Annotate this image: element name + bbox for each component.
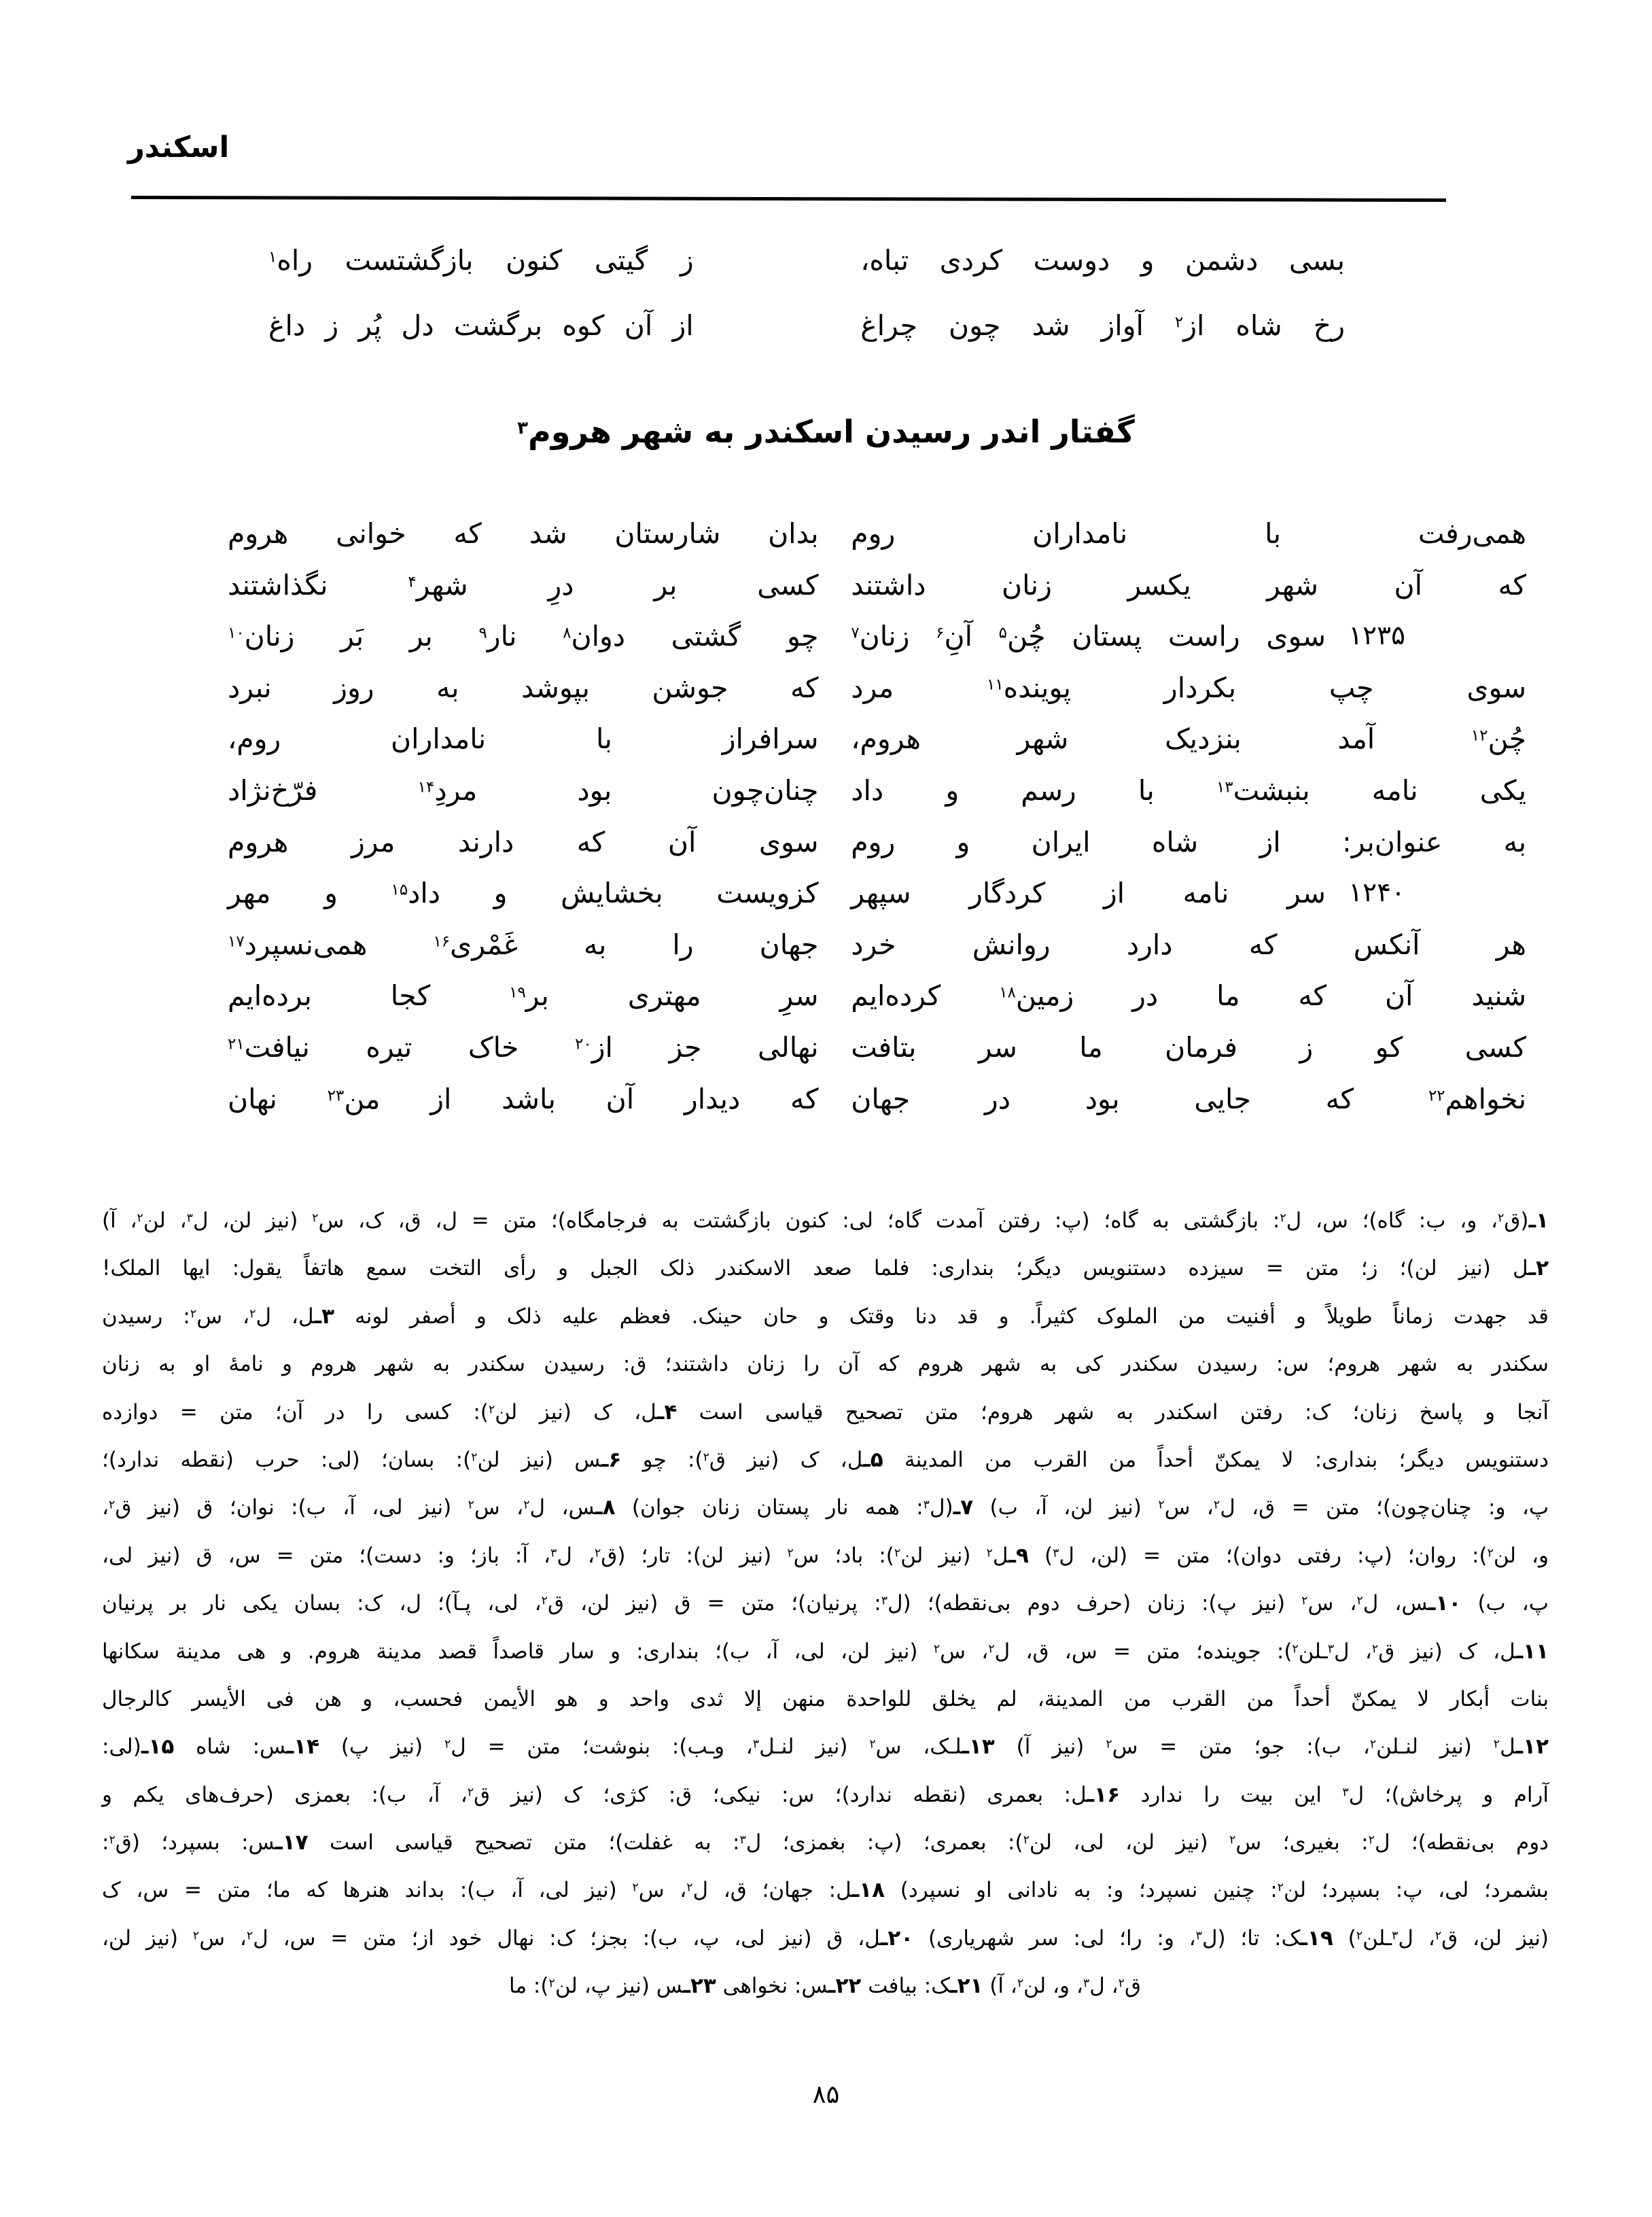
footnote-line: پ، و: چنان‌چون)؛ متن = ق، ل$^۲$، س$^۲$ (نیز لن، آ، ب) ۷ـ(ل$^۳$: همه نار پستان زنان جوان) ۸ـس، ل$^۲$، س$^۲$ (نیز لی، آ، ب): نوان؛ ق (نیز ق$^۲$، [102, 1495, 1549, 1520]
footnote-line: ق$^۲$، ل$^۳$، و، لن$^۲$، آ) ۲۱ـک: بیافت ۲۲ـس: نخواهی ۲۳ـس (نیز پ، لن$^۲$): ما [509, 1974, 1141, 1999]
verse-row [228, 568, 1526, 620]
footnote-line: آنجا و پاسخ زنان؛ ک: رفتن اسکندر به شهر هروم؛ متن تصحیح قیاسی است ۴ـل، ک (نیز لن$^۲$): کسی را در آن؛ متن = دوازده [102, 1399, 1549, 1425]
hemistich-right: هر آنکس که دارد روانش خرد [851, 928, 1526, 961]
hemistich-right: یکی نامه بنبشت$^{۱۳}$ با رسم و داد [851, 773, 1526, 807]
hemistich-left: بدان شارستان شد که خوانی هروم [228, 517, 819, 550]
critical-apparatus [102, 1205, 1549, 2019]
verse-row [228, 671, 1526, 722]
footnote-line: ۱۲ـل$^۲$ (نیز لنـلن$^۲$، ب): جو؛ متن = س$^۲$ (نیز آ) ۱۳ـلـک، س$^۲$ (نیز لنـل$^۳$، وـب): بنوشت؛ متن = ل$^۲$ (نیز پ) ۱۴ـس: شاه ۱۵ـ(لی: [102, 1734, 1549, 1760]
header-rule [131, 196, 1446, 202]
hemistich-right: کسی کو ز فرمان ما سر بتافت [851, 1030, 1526, 1064]
footnote-line: آرام و پرخاش)؛ ل$^۳$ این بیت را ندارد ۱۶ـل: بعمری (نقطه ندارد)؛ س: نیکی؛ ق: کژی؛ ک (نیز ق$^۲$، آ، ب): بعمزی (حرف‌های یکم و [102, 1782, 1549, 1807]
page-number: ۸۵ [812, 2080, 840, 2109]
hemistich-left: سرِ مهتری بر$^{۱۹}$ کجا برده‌ایم [228, 979, 819, 1013]
hemistich-right: شنید آن که ما در زمین$^{۱۸}$ کرده‌ایم [851, 979, 1526, 1013]
verse-block [228, 517, 1526, 1133]
verse-row [228, 619, 1526, 671]
footnote-line: دستنویس دیگر؛ بنداری: لا یمکنّ أحداً من القرب من المدینة ۵ـل، ک (نیز ق$^۲$): چو ۶ـس (نیز لن$^۲$): بسان؛ (لی: حرب (نقطه ندارد)؛ [102, 1447, 1549, 1472]
hemistich-right: به عنوان‌بر: از شاه ایران و روم [851, 825, 1526, 858]
verse-number: ۱۲۳۵ [1348, 621, 1405, 652]
hemistich-right: همی‌رفت با نامداران روم [851, 517, 1526, 550]
verse-row [228, 928, 1526, 979]
verse-row [228, 722, 1526, 773]
couplet-row [268, 309, 1345, 374]
hemistich-right: رخ شاه از$^۲$ آواز شد چون چراغ [860, 309, 1345, 342]
footnote-line: (نیز لن، ق$^۲$، ل$^۳$ـلن$^۲$) ۱۹ـک: تا؛ (ل$^۳$، و: را؛ لی: سر شهریاری) ۲۰ـل، ق (نیز لی، پ، ب): بجز؛ ک: نهال خود از؛ متن = س، ل$^۲$، س$^۲$ (نیز لن، [102, 1925, 1549, 1951]
intro-couplets [268, 243, 1345, 374]
footnote-line: سکندر به شهر هروم؛ س: رسیدن سکندر کی به شهر هروم که آن را زنان داشتند؛ ق: رسیدن سکندر به شهر هروم و نامهٔ او به زنان [102, 1352, 1549, 1377]
footnote-line: بنات أبکار لا یمکنّ أحداً من القرب من المدینة، لم یخلق للواحدة منهن إلا ثدی واحد و هو الأیمن فحسب، و هن فی الأیسر کالرجال [102, 1686, 1549, 1711]
hemistich-left: کزویست بخشایش و داد$^{۱۵}$ و مهر [228, 877, 819, 910]
footnote-line: دوم بی‌نقطه)؛ ل$^۲$: بغیری؛ س$^۲$ (نیز لن، لی، لن$^۲$): بعمری؛ (پ: بغمزی؛ ل$^۳$: به غفلت)؛ متن تصحیح قیاسی است ۱۷ـس: بسپرد؛ (ق$^۲$: [102, 1830, 1549, 1855]
footnote-line: ۱ـ(ق$^۲$، و، ب: گاه)؛ س، ل$^۲$: بازگشتی به گاه؛ (پ: رفتن آمدت گاه؛ لی: کنون بازگشتت به فرجامگاه)؛ متن = ل، ق، ک، س$^۲$ (نیز لن، ل$^۳$، لن$^۲$، آ) [102, 1208, 1549, 1233]
footnote-line: ۱۱ـل، ک (نیز ق$^۲$، ل$^۳$ـلن$^۲$): جوینده؛ متن = س، ق، ل$^۲$، س$^۲$ (نیز لن، لی، آ، ب)؛ بنداری: و سار قاصداً قصد مدینة هروم. و هی مدینة سکانها [102, 1639, 1549, 1664]
hemistich-right: بسی دشمن و دوست کردی تباه، [860, 244, 1345, 277]
hemistich-left: که جوشن بپوشد به روز نبرد [228, 671, 819, 704]
hemistich-right: که آن شهر یکسر زنان داشتند [851, 568, 1526, 601]
running-head-title: اسکندر [128, 130, 230, 164]
hemistich-right: سوی راست پستان چُن$^۵$ آنِ$^۶$ زنان$^۷$ [851, 620, 1326, 653]
hemistich-left: نهالی جز از$^{۲۰}$ خاک تیره نیافت$^{۲۱}$ [228, 1030, 819, 1064]
hemistich-right: چُن$^{۱۲}$ آمد بنزدیک شهر هروم، [851, 722, 1526, 756]
hemistich-left: سوی آن که دارند مرز هروم [228, 825, 819, 858]
hemistich-left: که دیدار آن باشد از من$^{۲۳}$ نهان [228, 1082, 819, 1115]
hemistich-left: جهان را به غَمْری$^{۱۶}$ همی‌نسپرد$^{۱۷}$ [228, 928, 819, 961]
verse-row [228, 825, 1526, 877]
hemistich-left: چو گشتی دوان$^۸$ نار$^۹$ بر بَر زنان$^{۱۰}$ [228, 620, 819, 653]
footnote-line: ۲ـل (نیز لن)؛ ز؛ متن = سیزده دستنویس دیگر؛ بنداری: فلما صعد الاسکندر ذلک الجبل و رأی التخت سمع هاتفاً یقول: ایها الملک! [102, 1256, 1549, 1281]
couplet-row [268, 243, 1345, 309]
verse-row [228, 1030, 1526, 1082]
hemistich-left: کسی بر درِ شهر$^۴$ نگذاشتند [228, 568, 819, 601]
verse-number: ۱۲۴۰ [1348, 877, 1405, 909]
verse-row [228, 517, 1526, 568]
section-heading: گفتار اندر رسیدن اسکندر به شهر هروم$^۳$ [517, 413, 1135, 450]
hemistich-right: نخواهم$^{۲۲}$ که جایی بود در جهان [851, 1082, 1526, 1115]
hemistich-left: سرافراز با نامداران روم، [228, 722, 819, 756]
verse-row [228, 1082, 1526, 1134]
footnote-line: بشمرد؛ لی، پ: بسپرد؛ لن$^۲$: چنین نسپرد؛ و: به نادانی او نسپرد) ۱۸ـل: جهان؛ ق، ل$^۲$، س$^۲$ (نیز لی، آ، ب): بداند هنرها که ما؛ متن = س، ک [102, 1878, 1549, 1903]
verse-row [228, 979, 1526, 1030]
hemistich-left: از آن کوه برگشت دل پُر ز داغ [268, 309, 694, 342]
footnote-line: قد جهدت زماناً طویلاً و أفنیت من الملوک کثیراً. و قد دنا وقتک و حان حینک. فعظم علیه ذلک و أصفر لونه ۳ـل، ل$^۲$، س$^۲$: رسیدن [102, 1304, 1549, 1329]
verse-row [228, 773, 1526, 825]
hemistich-right: سر نامه از کردگار سپهر [851, 877, 1326, 910]
footnote-line: و، لن$^۲$): روان؛ (پ: رفتی دوان)؛ متن = (لن، ل$^۳$) ۹ـل$^۲$ (نیز لن$^۲$): باد؛ س$^۲$ (نیز لن): تار؛ (ق$^۲$، ل$^۳$، آ: باز؛ و: دست)؛ متن = س، ق (نیز لی، [102, 1543, 1549, 1568]
hemistich-left: چنان‌چون بود مردِ$^{۱۴}$ فرّخ‌نژاد [228, 773, 819, 807]
verse-row [228, 876, 1526, 928]
footnote-line: پ، ب) ۱۰ـس، ل$^۲$، س$^۲$ (نیز پ): زنان (حرف دوم بی‌نقطه)؛ (ل$^۳$: پرنیان)؛ متن = ق (نیز لن، ق$^۲$، لی، پـآ)؛ ل، ک: بسان یکی نار بر پرنیان [102, 1591, 1549, 1616]
hemistich-left: ز گیتی کنون بازگشتست راه$^۱$ [268, 244, 694, 277]
hemistich-right: سوی چپ بکردار پوینده$^{۱۱}$ مرد [851, 671, 1527, 704]
